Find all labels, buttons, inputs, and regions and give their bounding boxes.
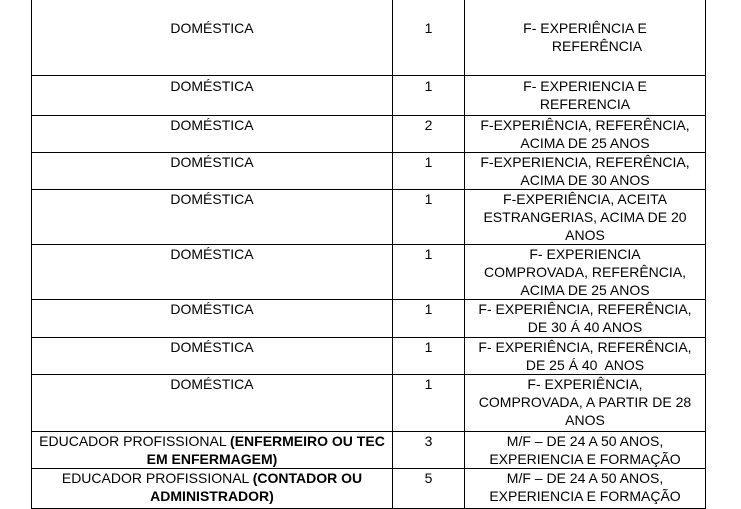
table-row — [32, 116, 706, 153]
table-row — [32, 153, 706, 190]
job-openings-table — [31, 0, 706, 509]
requirements-cell — [465, 300, 706, 338]
requirement-line: COMPROVADA, A PARTIR DE 28 — [478, 394, 692, 410]
quantity-cell — [393, 338, 465, 375]
role-text: EDUCADOR PROFISSIONAL — [39, 433, 227, 449]
requirement-line: F-EXPERIÊNCIA, ACEITA — [503, 191, 667, 207]
requirement-line: COMPROVADA, REFERÊNCIA, — [484, 264, 686, 280]
requirement-line: F- EXPERIÊNCIA, REFERÊNCIA, — [478, 301, 692, 317]
table-row — [32, 245, 706, 300]
role-text: DOMÉSTICA — [170, 339, 254, 355]
requirement-line: ACIMA DE 30 ANOS — [520, 172, 650, 188]
quantity-text: 1 — [424, 376, 433, 392]
requirement-line: DE 25 Á 40 ANOS — [525, 357, 645, 373]
role-cell — [32, 190, 393, 245]
role-cell — [32, 245, 393, 300]
requirement-line: ACIMA DE 25 ANOS — [520, 282, 650, 298]
quantity-cell — [393, 0, 465, 76]
role-text: DOMÉSTICA — [170, 20, 254, 36]
quantity-text: 3 — [424, 433, 433, 449]
role-text: DOMÉSTICA — [170, 301, 254, 317]
table-row — [32, 338, 706, 375]
requirements-cell — [465, 375, 706, 432]
requirement-line: F- EXPERIÊNCIA, REFERÊNCIA, — [478, 339, 692, 355]
table-row — [32, 300, 706, 338]
table-row — [32, 190, 706, 245]
table-row — [32, 0, 706, 76]
requirement-line: DE 30 Á 40 ANOS — [527, 319, 643, 335]
requirement-line: ANOS — [565, 227, 605, 243]
requirements-cell — [465, 76, 706, 116]
requirements-cell — [465, 432, 706, 469]
quantity-text: 1 — [424, 20, 433, 36]
requirement-line: EXPERIENCIA E FORMAÇÃO — [489, 488, 681, 504]
role-cell — [32, 375, 393, 432]
quantity-cell — [393, 245, 465, 300]
role-cell — [32, 338, 393, 375]
requirements-cell — [465, 153, 706, 190]
requirement-line: F- EXPERIÊNCIA E — [523, 20, 647, 36]
role-text: EDUCADOR PROFISSIONAL — [61, 470, 249, 486]
role-specialty: (ENFERMEIRO OU TEC EM ENFERMAGEM) — [146, 433, 385, 467]
quantity-cell — [393, 190, 465, 245]
table-row — [32, 432, 706, 469]
quantity-cell — [393, 116, 465, 153]
job-openings-body — [32, 0, 706, 509]
role-text: DOMÉSTICA — [170, 376, 254, 392]
quantity-text: 1 — [424, 191, 433, 207]
quantity-text: 2 — [424, 117, 433, 133]
role-text: DOMÉSTICA — [170, 154, 254, 170]
requirement-line: EXPERIENCIA E FORMAÇÃO — [489, 451, 681, 467]
role-cell — [32, 300, 393, 338]
quantity-cell — [393, 153, 465, 190]
role-cell — [32, 432, 393, 469]
requirement-line: ESTRANGERIAS, ACIMA DE 20 — [483, 209, 687, 225]
quantity-cell — [393, 469, 465, 509]
quantity-cell — [393, 375, 465, 432]
quantity-text: 1 — [424, 339, 433, 355]
role-cell — [32, 116, 393, 153]
requirements-cell — [465, 116, 706, 153]
quantity-cell — [393, 76, 465, 116]
requirement-line: M/F – DE 24 A 50 ANOS, — [506, 470, 664, 486]
role-text: DOMÉSTICA — [170, 117, 254, 133]
requirement-line: ANOS — [565, 412, 605, 428]
role-cell — [32, 469, 393, 509]
requirement-line: ACIMA DE 25 ANOS — [520, 135, 650, 151]
requirement-line: F- EXPERIÊNCIA, — [527, 376, 643, 392]
requirement-line: M/F – DE 24 A 50 ANOS, — [506, 433, 664, 449]
quantity-text: 1 — [424, 301, 433, 317]
quantity-cell — [393, 300, 465, 338]
requirements-cell — [465, 0, 706, 76]
requirement-line: F- EXPERIENCIA E — [523, 78, 647, 94]
requirements-cell — [465, 469, 706, 509]
quantity-text: 1 — [424, 78, 433, 94]
quantity-cell — [393, 432, 465, 469]
requirement-line: REFERÊNCIA — [551, 38, 643, 54]
role-specialty: (CONTADOR OU ADMINISTRADOR) — [150, 470, 363, 504]
requirements-cell — [465, 190, 706, 245]
role-cell — [32, 0, 393, 76]
quantity-text: 5 — [424, 470, 433, 486]
requirement-line: F-EXPERIÊNCIA, REFERÊNCIA, — [480, 117, 690, 133]
requirements-cell — [465, 245, 706, 300]
quantity-text: 1 — [424, 246, 433, 262]
role-text: DOMÉSTICA — [170, 78, 254, 94]
table-row — [32, 469, 706, 509]
requirement-line: F- EXPERIENCIA — [529, 246, 641, 262]
role-cell — [32, 76, 393, 116]
table-row — [32, 76, 706, 116]
role-cell — [32, 153, 393, 190]
quantity-text: 1 — [424, 154, 433, 170]
role-text: DOMÉSTICA — [170, 246, 254, 262]
requirements-cell — [465, 338, 706, 375]
requirement-line: F-EXPERIENCIA, REFERÊNCIA, — [480, 154, 690, 170]
table-row — [32, 375, 706, 432]
requirement-line: REFERENCIA — [539, 96, 631, 112]
role-text: DOMÉSTICA — [170, 191, 254, 207]
